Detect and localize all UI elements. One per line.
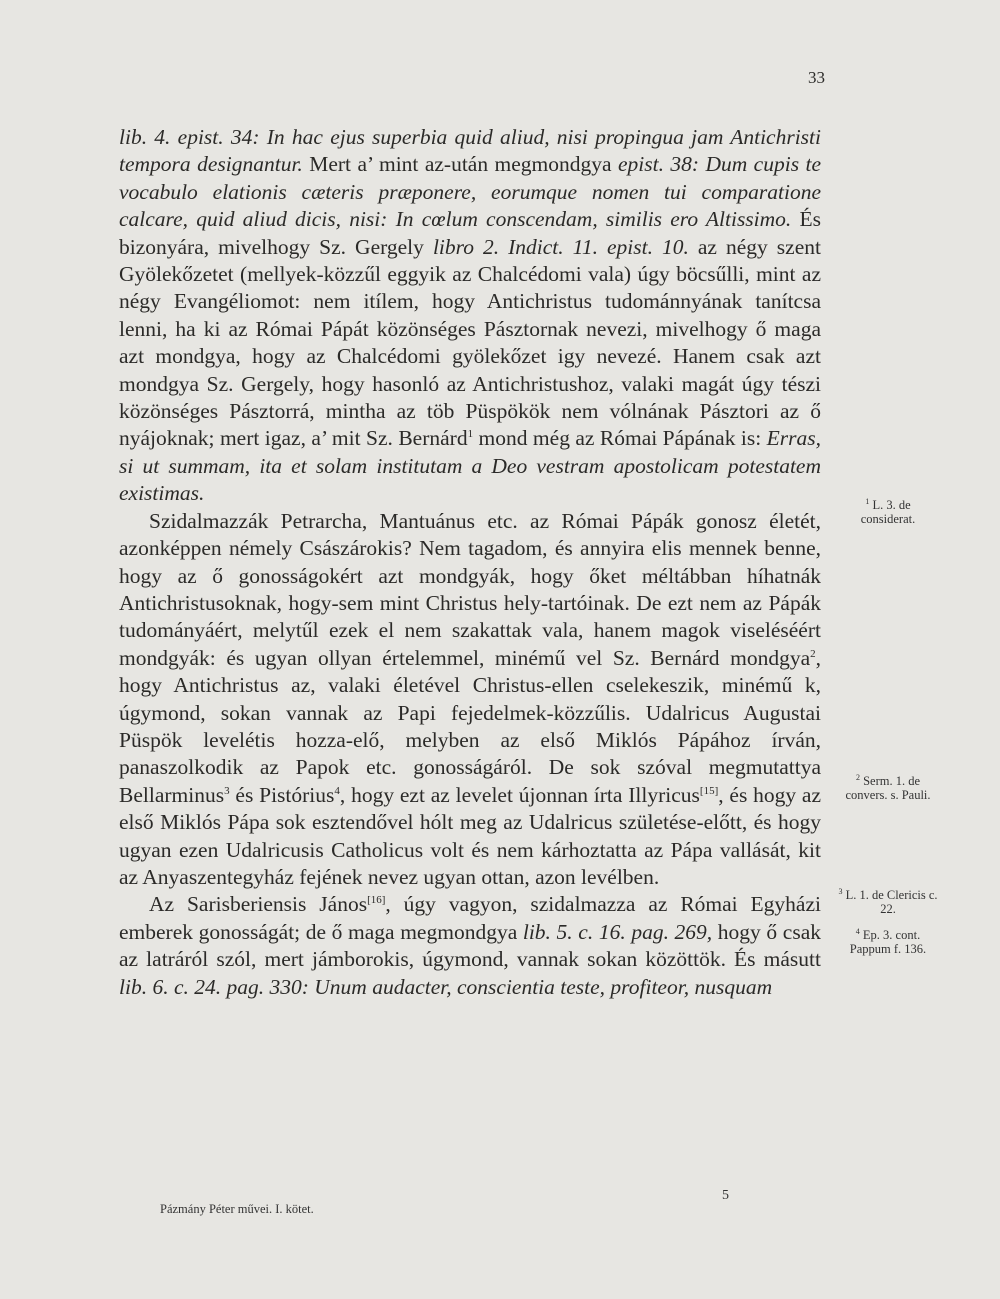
footnote-marker: 4 — [334, 784, 340, 797]
margin-note-2 — [838, 774, 938, 802]
paragraph-2 — [119, 508, 821, 892]
text-run: Mert a’ mint az-után megmondgya — [302, 152, 618, 177]
editorial-note-marker: [15] — [699, 784, 719, 797]
latin-citation: Erras, si ut summam, ita et solam institutam a Deo vestram apostolicam potestatem existimas. — [119, 426, 822, 506]
latin-citation: lib. 6. c. 24. pag. 330: Unum audacter, conscientia teste, profiteor, nusquam — [119, 974, 773, 999]
text-run: Szidalmazzák Petrarcha, Mantuánus etc. az Római Pápák gonosz életét, azonképpen némely Császárokis? Nem tagadom, és annyira elis mennek benne, hogy az ő gonosságokért azt mondgyák, hogy őket méltábban híhatnák Antichristusoknak, hogy-sem mint Christus hely-tartóinak. De ezt nem az Pápák tudományáért, melytűl ezek el nem szakattak vala, hanem magok viseléséért mondgyák: és ugyan ollyan értelemmel, minémű vel Sz. Bernárd mondgya — [119, 508, 821, 670]
text-run: , és hogy az első Miklós Pápa sok esztendővel hólt meg az Udalricus születése-előtt, és hogy ugyan ezen Udalricusis Catholicus volt és nem kárhoztatta az Pápa vallását, kit az Anyaszentegyház fejének nevez ugyan ottan, azon levélben. — [119, 782, 822, 889]
latin-citation: libro 2. Indict. 11. epist. 10. — [432, 234, 689, 259]
margin-note-number: 2 — [855, 773, 860, 782]
paragraph-1 — [119, 124, 821, 508]
margin-note-text: L. 3. de considerat. — [860, 498, 916, 526]
text-run: és Pistórius — [229, 782, 335, 807]
text-run: az négy szent Gyölekőzetet (mellyek-közzűl eggyik az Chalcédomi vala) úgy böcsűlli, mint az négy Evangéliomot: nem itílem, hogy Antichristus tudománnyának tanítcsa lenni, ha ki az Római Pápát közönséges Pásztornak nevezi, mivelhogy ő maga azt mondgya, hogy az Chalcédomi gyölekőzet igy nevezé. Hanem csak azt mondgya Sz. Gergely, hogy hasonló az Antichristushoz, valaki magát úgy tészi közönséges Pásztorrá, mintha az töb Püspökök nem vólnának Pásztori az ő nyájoknak; mert igaz, a’ mit Sz. Bernárd — [119, 234, 821, 451]
latin-citation: lib. 5. c. 16. pag. 269, — [522, 919, 713, 944]
editorial-note-marker: [16] — [367, 894, 386, 907]
latin-citation: epist. 38: Dum cupis te vocabulo elationis cæteris præponere, eorumque nomen tui comparatione calcare, quid aliud dicis, nisi: In cœlum conscendam, similis ero Altissimo. — [119, 152, 822, 232]
paragraph-3 — [119, 891, 821, 1001]
text-run: Az Sarisberiensis János — [149, 892, 368, 917]
text-run: , hogy Antichristus az, valaki életével Christus-ellen cselekeszik, minémű k, úgymond, sokan vannak az Papi fejedelmek-közzűlis. Udalricus Augustai Püspök levelétis hozza-elő, melyben az első Miklós Pápához írván, panaszolkodik az Papok etc. gonosságáról. De sok szóval megmutattya Bellarminus — [119, 645, 821, 807]
margin-note-text: Serm. 1. de convers. s. Pauli. — [845, 774, 931, 802]
body-text — [119, 124, 821, 1001]
margin-note-number: 4 — [855, 927, 860, 936]
margin-note-number: 3 — [838, 887, 843, 896]
page-number: 33 — [808, 68, 825, 87]
margin-note-text: Ep. 3. cont. Pappum f. 136. — [849, 928, 927, 956]
footnote-marker: 3 — [224, 784, 230, 797]
latin-citation: lib. 4. epist. 34: In hac ejus superbia quid aliud, nisi propingua jam Antichristi tempora designantur. — [119, 125, 821, 177]
footer-title: Pázmány Péter művei. I. kötet. — [160, 1202, 314, 1216]
text-run: hogy ő csak az latráról szól, mert jámborokis, úgymond, vannak sokan közöttök. És másutt — [119, 919, 821, 972]
text-run: , hogy ezt az levelet újonnan írta Illyricus — [339, 782, 700, 807]
margin-note-3 — [838, 888, 938, 916]
margin-note-text: L. 1. de Clericis c. 22. — [845, 888, 938, 916]
text-run: És bizonyára, mivelhogy Sz. Gergely — [119, 207, 822, 259]
footnote-marker: 1 — [467, 428, 474, 441]
margin-note-1 — [838, 498, 938, 526]
margin-note-4 — [838, 928, 938, 956]
text-run: , úgy vagyon, szidalmazza az Római Egyházi emberek gonosságát; de ő maga megmondgya — [119, 892, 821, 944]
margin-note-number: 1 — [865, 497, 870, 506]
text-run: mond még az Római Pápának is: — [473, 426, 767, 451]
sheet-number: 5 — [722, 1188, 729, 1203]
footnote-marker: 2 — [810, 647, 816, 660]
